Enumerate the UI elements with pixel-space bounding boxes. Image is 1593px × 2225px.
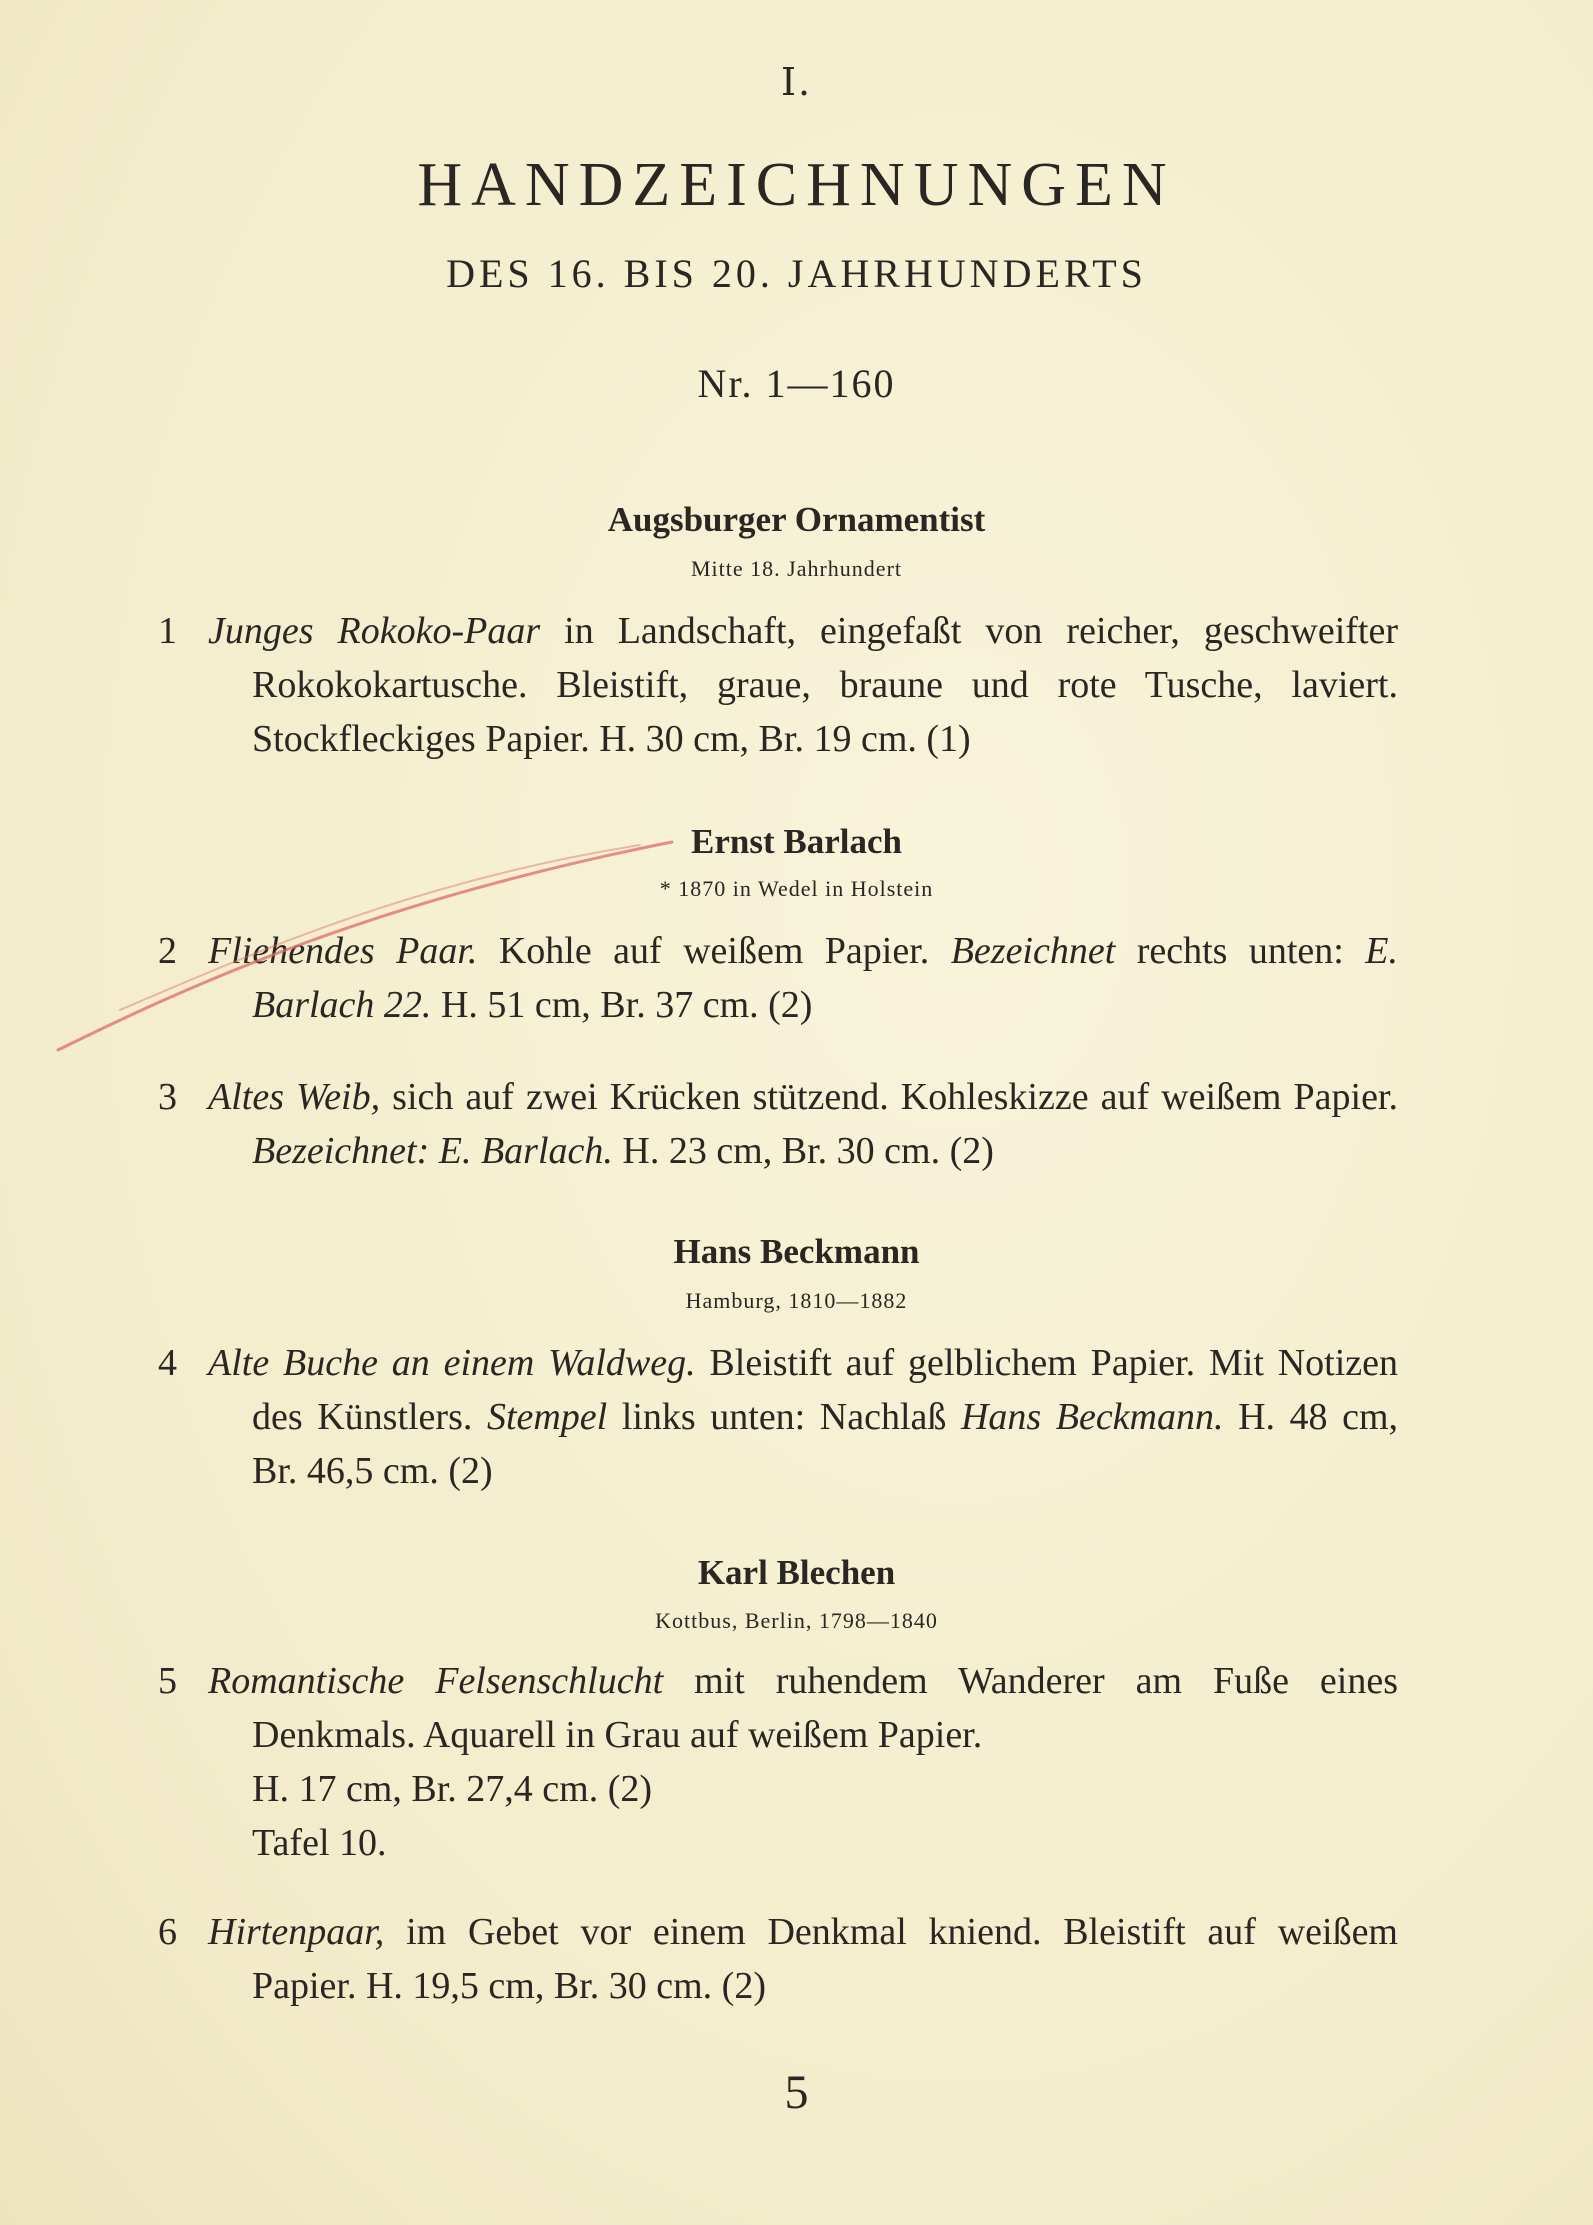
- entry-title: Alte Buche an einem Waldweg.: [208, 1342, 696, 1384]
- entry-description: Kohle auf weißem Papier.: [498, 930, 930, 972]
- entry-inscription-position: rechts unten:: [1136, 930, 1344, 972]
- entry-stamp-label: Stempel: [486, 1396, 608, 1438]
- section-number: I.: [780, 60, 813, 104]
- entry-dimensions: H. 23 cm, Br. 30 cm. (2): [622, 1130, 994, 1172]
- entry-number: 6: [158, 1911, 177, 1953]
- artist-name: Augsburger Ornamentist: [607, 500, 986, 539]
- artist-dates: * 1870 in Wedel in Holstein: [659, 876, 934, 901]
- entry-description: Bleistift auf gelblichem Papier. Mit Notizen des Künstlers.: [252, 1342, 1398, 1438]
- page-number: 5: [784, 2066, 809, 2119]
- entry-description: im Gebet vor einem Denkmal kniend. Bleistift auf weißem Papier. H. 19,5 cm, Br. 30 cm. (2): [252, 1911, 1398, 2007]
- artist-name: Ernst Barlach: [691, 822, 902, 861]
- entry-description: sich auf zwei Krücken stützend. Kohleskizze auf weißem Papier.: [392, 1076, 1398, 1118]
- entry-title: Fliehendes Paar.: [208, 930, 478, 972]
- entry-plate: Tafel 10.: [252, 1822, 387, 1864]
- entry-title: Junges Rokoko-Paar: [208, 610, 541, 652]
- entry-stamp-position: links unten: Nachlaß: [621, 1396, 947, 1438]
- entry-dimensions: H. 17 cm, Br. 27,4 cm. (2): [252, 1768, 653, 1810]
- entry-stamp-text: Hans Beckmann.: [960, 1396, 1224, 1438]
- artist-name: Hans Beckmann: [673, 1232, 920, 1271]
- artist-dates: Kottbus, Berlin, 1798—1840: [655, 1608, 938, 1633]
- artist-dates: Hamburg, 1810—1882: [685, 1288, 908, 1313]
- entry-description: in Landschaft, eingefaßt von reicher, geschweifter Rokokokartusche. Bleistift, graue, braune und rote Tusche, laviert. Stockfleckiges Papier. H. 30 cm, Br. 19 cm. (1): [252, 610, 1398, 760]
- entry-title: Romantische Felsenschlucht: [208, 1660, 664, 1702]
- entry-inscription-label: Bezeichnet: [950, 930, 1116, 972]
- entry-number: 3: [158, 1076, 177, 1118]
- entry-dimensions: H. 48 cm, Br. 46,5 cm. (2): [252, 1396, 1399, 1492]
- entry-number: 5: [158, 1660, 177, 1702]
- entry-inscription-label: Bezeichnet:: [252, 1130, 430, 1172]
- catalog-number-range: Nr. 1—160: [697, 361, 896, 406]
- entry-title: Altes Weib,: [208, 1076, 381, 1118]
- entry-signature: E. Barlach.: [438, 1130, 613, 1172]
- entry-number: 2: [158, 930, 177, 972]
- entry-signature: E. Barlach 22.: [252, 930, 1398, 1026]
- entry-dimensions: H. 51 cm, Br. 37 cm. (2): [440, 984, 813, 1026]
- entry-title: Hirtenpaar,: [208, 1911, 385, 1953]
- artist-name: Karl Blechen: [697, 1553, 896, 1592]
- entry-description: mit ruhendem Wanderer am Fuße eines Denkmals. Aquarell in Grau auf weißem Papier.: [252, 1660, 1399, 1756]
- section-title: HANDZEICHNUNGEN: [417, 151, 1176, 219]
- entry-number: 4: [158, 1342, 177, 1384]
- artist-dates: Mitte 18. Jahrhundert: [690, 556, 903, 581]
- section-subtitle: DES 16. BIS 20. JAHRHUNDERTS: [446, 251, 1147, 296]
- entry-number: 1: [158, 610, 177, 652]
